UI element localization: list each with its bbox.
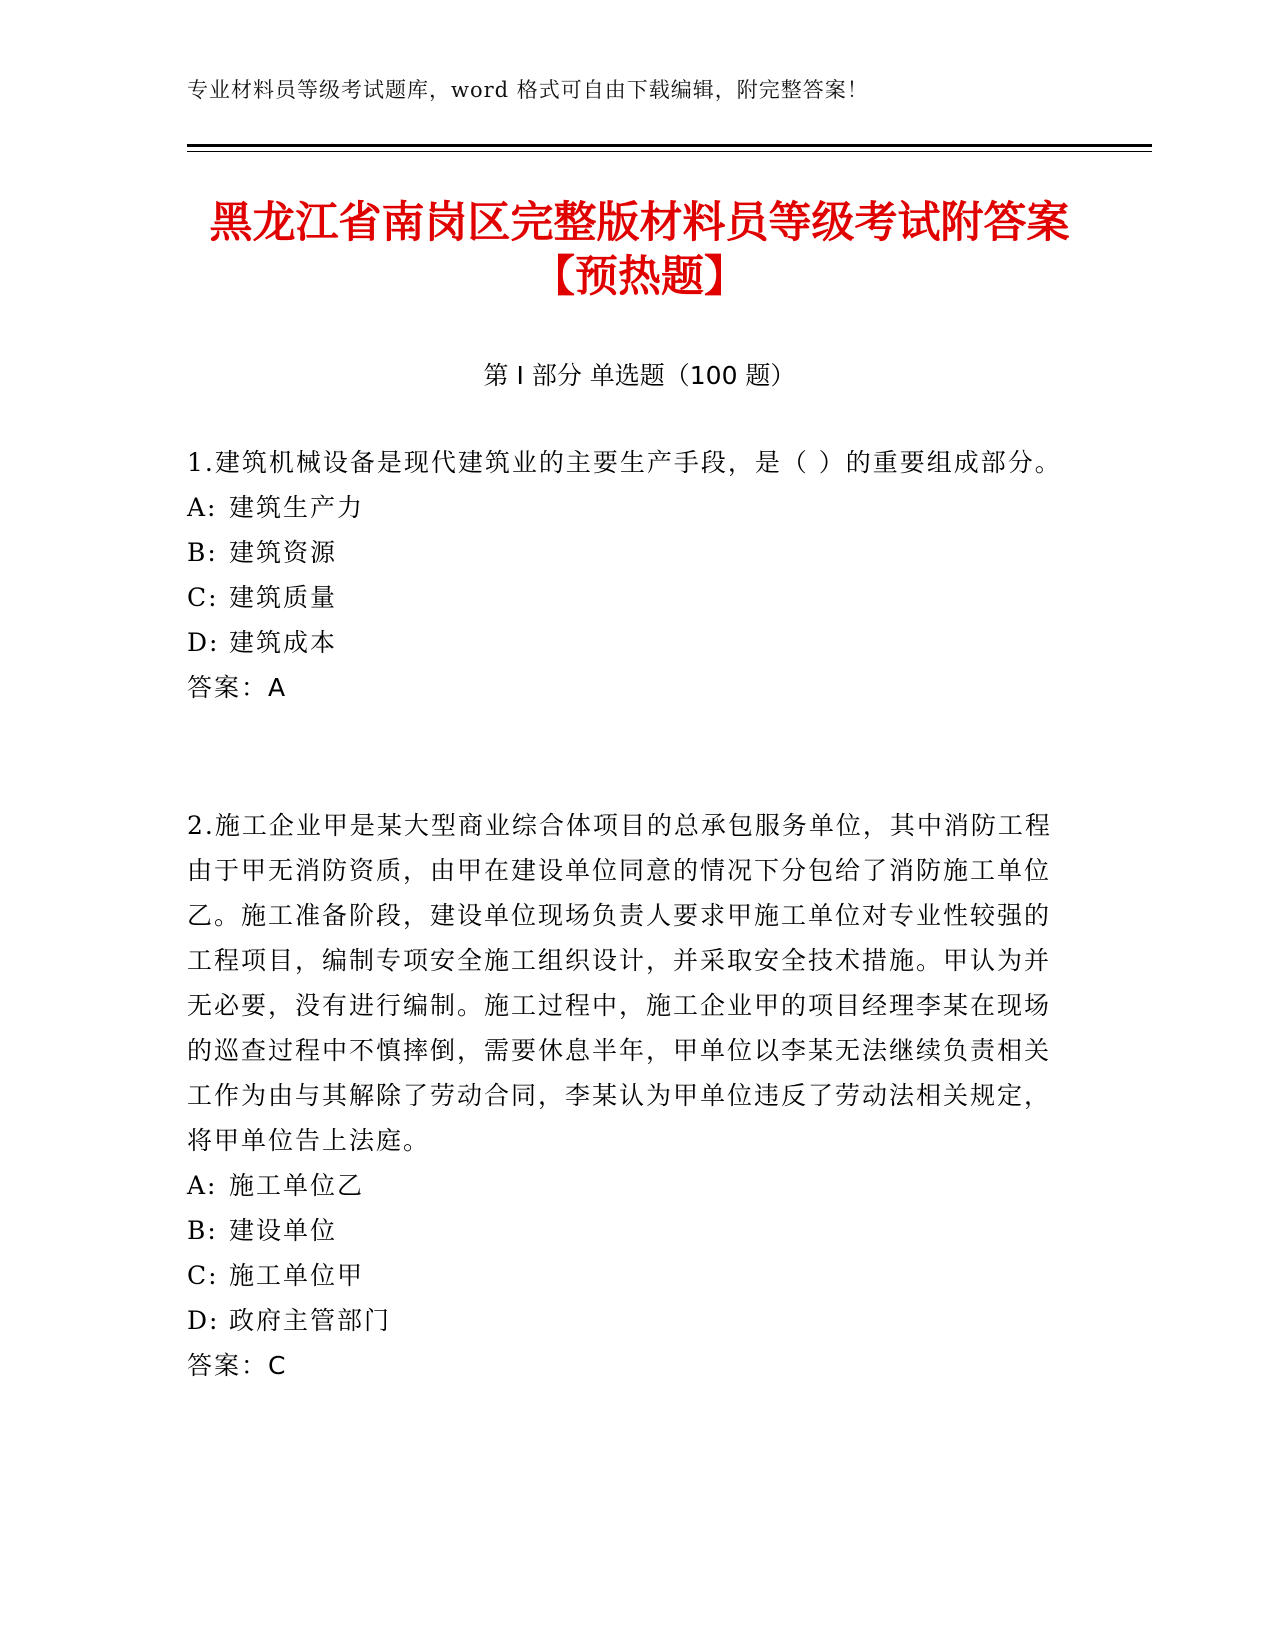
question-stem: 1.建筑机械设备是现代建筑业的主要生产手段，是（ ）的重要组成部分。: [187, 448, 1062, 477]
option-key: D:: [187, 628, 220, 657]
question-2: [187, 803, 1077, 1388]
option-text: 建筑生产力: [229, 493, 365, 522]
section-heading: 第 I 部分 单选题（100 题）: [483, 361, 796, 390]
header-divider-thick: [187, 144, 1152, 147]
header-note: 专业材料员等级考试题库，word 格式可自由下载编辑，附完整答案！: [187, 78, 869, 102]
option-text: 施工单位乙: [229, 1171, 365, 1200]
option-a: [187, 1163, 1077, 1208]
option-text: 建筑质量: [229, 583, 338, 612]
option-key: C:: [187, 1261, 219, 1290]
option-text: 建筑资源: [229, 538, 338, 567]
option-key: B:: [187, 1216, 218, 1245]
option-key: D:: [187, 1306, 220, 1335]
option-text: 施工单位甲: [229, 1261, 365, 1290]
option-b: [187, 530, 1077, 575]
option-a: [187, 485, 1077, 530]
option-text: 建筑成本: [229, 628, 338, 657]
option-text: 建设单位: [229, 1216, 338, 1245]
option-d: [187, 620, 1077, 665]
question-1: [187, 440, 1077, 710]
option-d: [187, 1298, 1077, 1343]
document-title: 黑龙江省南岗区完整版材料员等级考试附答案【预热题】: [209, 198, 1070, 302]
question-stem: 2.施工企业甲是某大型商业综合体项目的总承包服务单位，其中消防工程由于甲无消防资质，由甲在建设单位同意的情况下分包给了消防施工单位乙。施工准备阶段，建设单位现场负责人要求甲施工单位对专业性较强的工程项目，编制专项安全施工组织设计，并采取安全技术措施。甲认为并无必要，没有进行编制。施工过程中，施工企业甲的项目经理李某在现场的巡查过程中不慎摔倒，需要休息半年，甲单位以李某无法继续负责相关工作为由与其解除了劳动合同，李某认为甲单位违反了劳动法相关规定，将甲单位告上法庭。: [187, 811, 1052, 1155]
option-key: C:: [187, 583, 219, 612]
answer-line: 答案：A: [187, 673, 288, 702]
option-c: [187, 1253, 1077, 1298]
option-b: [187, 1208, 1077, 1253]
option-key: B:: [187, 538, 218, 567]
answer-line: 答案：C: [187, 1351, 288, 1380]
option-text: 政府主管部门: [229, 1306, 392, 1335]
option-key: A:: [187, 1171, 218, 1200]
option-c: [187, 575, 1077, 620]
header-divider-thin: [187, 151, 1152, 152]
option-key: A:: [187, 493, 218, 522]
